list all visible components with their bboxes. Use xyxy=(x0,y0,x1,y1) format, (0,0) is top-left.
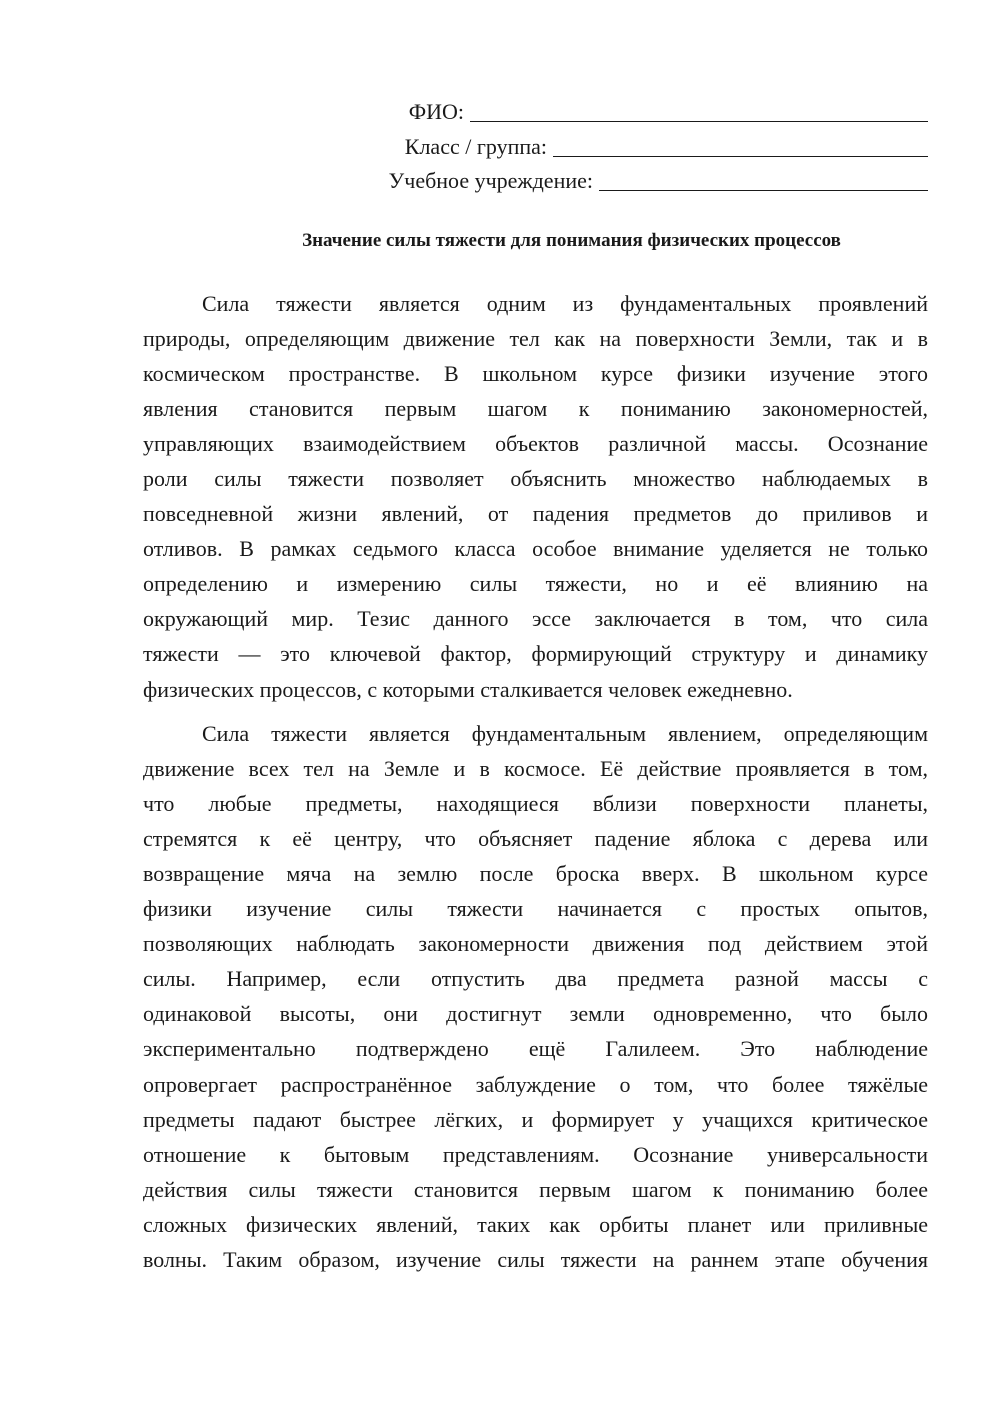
text-line: природы, определяющим движение тел как на поверхности Земли, так и в xyxy=(143,325,928,351)
text-line: явления становится первым шагом к пониманию закономерностей, xyxy=(143,395,928,421)
text-line: роли силы тяжести позволяет объяснить множество наблюдаемых в xyxy=(143,465,928,491)
text-line: позволяющих наблюдать закономерности движения под действием этой xyxy=(143,931,928,957)
text-line: космическом пространстве. В школьном курсе физики изучение этого xyxy=(143,360,928,386)
text-line: физических процессов, с которыми сталкивается человек ежедневно. xyxy=(143,676,793,702)
text-line: окружающий мир. Тезис данного эссе заключается в том, что сила xyxy=(143,606,928,632)
text-line: определению и измерению силы тяжести, но и её влиянию на xyxy=(143,571,928,597)
class-label: Класс / группа: xyxy=(404,133,547,159)
fio-blank-line[interactable] xyxy=(470,99,928,122)
text-line: управляющих взаимодействием объектов различной массы. Осознание xyxy=(143,430,928,456)
fio-label: ФИО: xyxy=(408,99,464,124)
text-line: действия силы тяжести становится первым шагом к пониманию более xyxy=(143,1176,928,1202)
document-page xyxy=(143,95,928,1277)
text-line: что любые предметы, находящиеся вблизи поверхности планеты, xyxy=(143,790,928,816)
text-line: Сила тяжести является фундаментальным явлением, определяющим xyxy=(202,720,928,746)
school-field-row xyxy=(389,164,928,199)
text-line: отношение к бытовым представлениям. Осознание универсальности xyxy=(143,1141,928,1167)
student-info-fields xyxy=(143,95,928,199)
text-line: сложных физических явлений, таких как орбиты планет или приливные xyxy=(143,1211,928,1237)
text-line: тяжести — это ключевой фактор, формирующий структуру и динамику xyxy=(143,641,928,667)
class-blank-line[interactable] xyxy=(553,134,928,157)
text-line: Сила тяжести является одним из фундаментальных проявлений xyxy=(202,290,928,316)
school-blank-line[interactable] xyxy=(599,168,928,191)
paragraph-body xyxy=(143,716,928,1278)
text-line: одинаковой высоты, они достигнут земли одновременно, что было xyxy=(143,1001,928,1027)
text-line: возвращение мяча на землю после броска вверх. В школьном курсе xyxy=(143,861,928,886)
text-line: отливов. В рамках седьмого класса особое внимание уделяется не только xyxy=(143,536,928,562)
text-line: опровергает распространённое заблуждение о том, что более тяжёлые xyxy=(143,1071,928,1097)
text-line: силы. Например, если отпустить два предмета разной массы с xyxy=(143,966,928,992)
text-line: физики изучение силы тяжести начинается с простых опытов, xyxy=(143,896,928,922)
school-label: Учебное учреждение: xyxy=(388,168,593,193)
text-line: экспериментально подтверждено ещё Галилеем. Это наблюдение xyxy=(143,1036,928,1062)
text-line: предметы падают быстрее лёгких, и формирует у учащихся критическое xyxy=(143,1106,928,1132)
text-line: стремятся к её центру, что объясняет падение яблока с дерева или xyxy=(143,825,928,851)
class-field-row xyxy=(405,130,928,165)
essay-title: Значение силы тяжести для понимания физических процессов xyxy=(302,229,841,251)
text-line: движение всех тел на Земле и в космосе. Её действие проявляется в том, xyxy=(143,755,928,781)
text-line: волны. Таким образом, изучение силы тяжести на раннем этапе обучения xyxy=(143,1247,928,1273)
fio-field-row xyxy=(409,95,928,130)
paragraph-intro xyxy=(143,286,928,707)
text-line: повседневной жизни явлений, от падения предметов до приливов и xyxy=(143,501,928,527)
